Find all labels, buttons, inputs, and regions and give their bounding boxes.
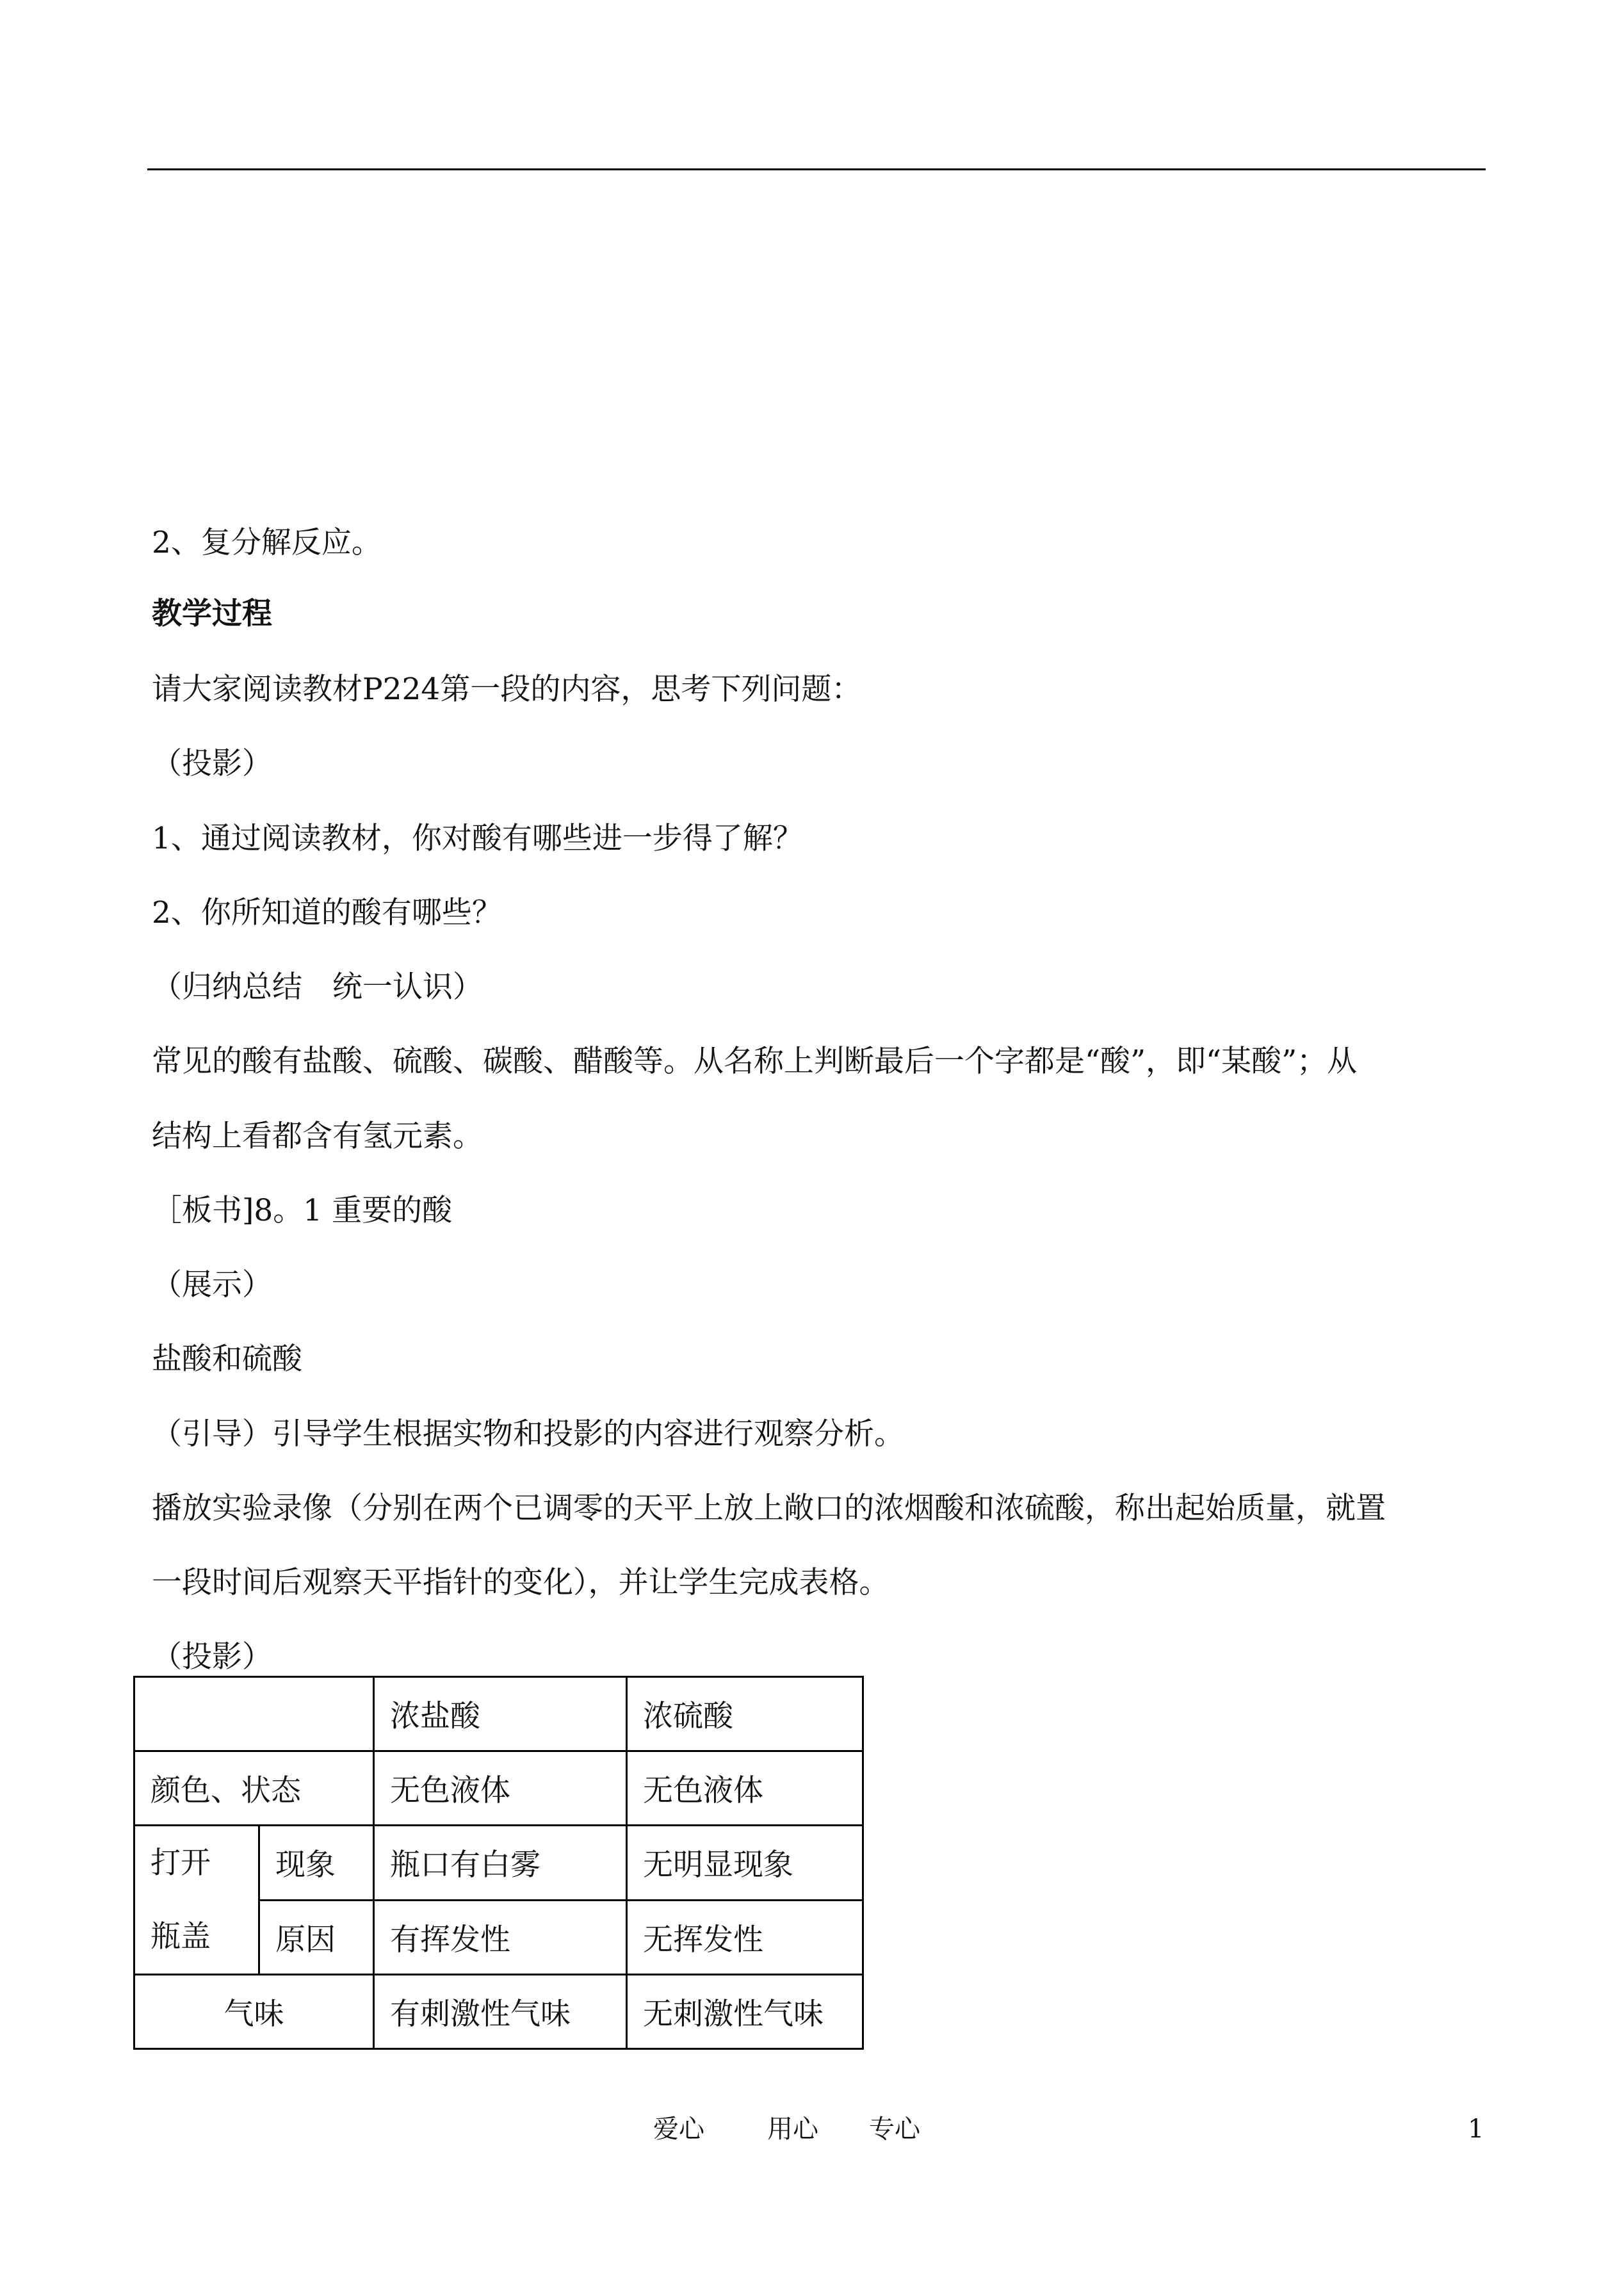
table-row <box>134 1751 863 1826</box>
body-line-3: 请大家阅读教材P224第一段的内容，思考下列问题： <box>152 672 862 707</box>
table-cell: 无挥发性 <box>627 1900 863 1975</box>
body-line-11: （展示） <box>152 1267 272 1302</box>
table-cell-label: 颜色、状态 <box>134 1751 374 1826</box>
table-cell: 有刺激性气味 <box>374 1975 627 2049</box>
footer-motto-1: 爱心 <box>653 2114 704 2144</box>
header-rule <box>147 168 1486 170</box>
body-line-7: （归纳总结 统一认识） <box>152 969 483 1005</box>
body-line-13: （引导）引导学生根据实物和投影的内容进行观察分析。 <box>152 1416 904 1452</box>
table-header-h2so4: 浓硫酸 <box>627 1677 863 1751</box>
section-heading: 教学过程 <box>152 596 272 631</box>
table-cell-label: 现象 <box>259 1826 374 1901</box>
table-cell-label: 气味 <box>134 1975 374 2049</box>
table-row <box>134 1826 863 1901</box>
table-cell: 无明显现象 <box>627 1826 863 1901</box>
body-line-15: 一段时间后观察天平指针的变化），并让学生完成表格。 <box>152 1565 889 1600</box>
footer-motto-3: 专心 <box>869 2114 920 2144</box>
group-label-line-2: 瓶盖 <box>150 1919 211 1954</box>
body-line-1: 2、复分解反应。 <box>152 525 382 560</box>
body-line-6: 2、你所知道的酸有哪些？ <box>152 895 502 930</box>
table-cell: 有挥发性 <box>374 1900 627 1975</box>
table-row <box>134 1677 863 1751</box>
table-cell-label: 原因 <box>259 1900 374 1975</box>
table-cell: 瓶口有白雾 <box>374 1826 627 1901</box>
body-line-4: （投影） <box>152 746 272 781</box>
body-line-5: 1、通过阅读教材，你对酸有哪些进一步得了解？ <box>152 821 803 856</box>
body-line-8: 常见的酸有盐酸、硫酸、碳酸、醋酸等。从名称上判断最后一个字都是“酸”，即“某酸”；从 <box>152 1044 1358 1079</box>
table-cell: 无色液体 <box>374 1751 627 1826</box>
group-label-line-1: 打开 <box>150 1845 211 1881</box>
footer-motto-2: 用心 <box>767 2114 818 2144</box>
table-header-hcl: 浓盐酸 <box>374 1677 627 1751</box>
table-group-label <box>134 1826 259 1975</box>
body-line-12: 盐酸和硫酸 <box>152 1342 302 1377</box>
table-cell-empty <box>134 1677 374 1751</box>
acid-properties-table <box>133 1676 864 2050</box>
table-cell: 无色液体 <box>627 1751 863 1826</box>
table-row <box>134 1975 863 2049</box>
body-line-9: 结构上看都含有氢元素。 <box>152 1119 483 1154</box>
page-number: 1 <box>1468 2114 1484 2144</box>
body-line-14: 播放实验录像（分别在两个已调零的天平上放上敞口的浓烟酸和浓硫酸，称出起始质量，就置 <box>152 1491 1386 1526</box>
table-cell: 无刺激性气味 <box>627 1975 863 2049</box>
body-line-16: （投影） <box>152 1639 272 1675</box>
blackboard-line: ［板书]8。1 重要的酸 <box>152 1193 453 1228</box>
